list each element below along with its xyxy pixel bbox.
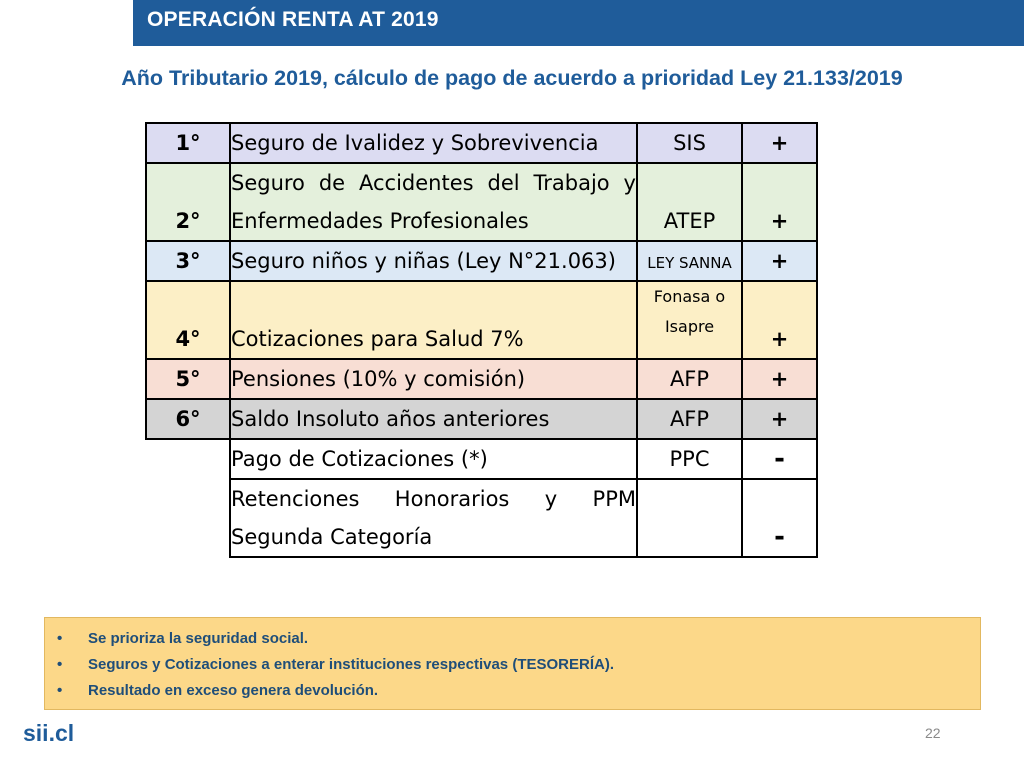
row-description: Seguro de Accidentes del Trabajo y Enfermedades Profesionales [230, 163, 637, 241]
page-subtitle: Año Tributario 2019, cálculo de pago de acuerdo a prioridad Ley 21.133/2019 [121, 66, 903, 90]
priority-number: 5° [146, 359, 230, 399]
note-text: Se prioriza la seguridad social. [88, 630, 309, 647]
priority-number: 2° [146, 163, 230, 241]
priority-table [145, 122, 818, 558]
row-description: Seguro de Ivalidez y Sobrevivencia [230, 123, 637, 163]
row-sign: - [742, 439, 817, 479]
header-title: OPERACIÓN RENTA AT 2019 [147, 8, 439, 31]
row-sign: - [742, 479, 817, 557]
table-row [146, 479, 817, 557]
table-row [146, 359, 817, 399]
notes-list [45, 618, 980, 704]
sii-logo: sii.cl [23, 720, 75, 746]
row-sign: + [742, 241, 817, 281]
row-description: Saldo Insoluto años anteriores [230, 399, 637, 439]
notes-box [44, 617, 981, 710]
row-institution: Fonasa o Isapre [637, 281, 742, 359]
table-row [146, 439, 817, 479]
list-item [45, 626, 980, 652]
row-institution: LEY SANNA [637, 241, 742, 281]
row-sign: + [742, 399, 817, 439]
row-institution: AFP [637, 359, 742, 399]
priority-number: 3° [146, 241, 230, 281]
row-sign: + [742, 123, 817, 163]
table-row [146, 163, 817, 241]
priority-number [146, 479, 230, 557]
row-description: Pensiones (10% y comisión) [230, 359, 637, 399]
row-description: Seguro niños y niñas (Ley N°21.063) [230, 241, 637, 281]
list-item [45, 678, 980, 704]
row-institution: PPC [637, 439, 742, 479]
row-description: Cotizaciones para Salud 7% [230, 281, 637, 359]
bullet-icon: • [57, 630, 63, 647]
row-institution: AFP [637, 399, 742, 439]
table-row [146, 241, 817, 281]
priority-number: 4° [146, 281, 230, 359]
row-sign: + [742, 281, 817, 359]
table-row [146, 123, 817, 163]
row-institution: ATEP [637, 163, 742, 241]
priority-number [146, 439, 230, 479]
priority-number: 6° [146, 399, 230, 439]
row-description: Pago de Cotizaciones (*) [230, 439, 637, 479]
page-number: 22 [925, 725, 941, 741]
bullet-icon: • [57, 656, 63, 673]
row-sign: + [742, 163, 817, 241]
row-institution: SIS [637, 123, 742, 163]
row-institution [637, 479, 742, 557]
header-bar [133, 0, 1024, 46]
bullet-icon: • [57, 682, 63, 699]
table-row [146, 281, 817, 359]
note-text: Resultado en exceso genera devolución. [88, 682, 379, 699]
row-sign: + [742, 359, 817, 399]
priority-number: 1° [146, 123, 230, 163]
table-row [146, 399, 817, 439]
note-text: Seguros y Cotizaciones a enterar instituciones respectivas (TESORERÍA). [88, 656, 614, 673]
list-item [45, 652, 980, 678]
row-description: Retenciones Honorarios y PPM Segunda Categoría [230, 479, 637, 557]
